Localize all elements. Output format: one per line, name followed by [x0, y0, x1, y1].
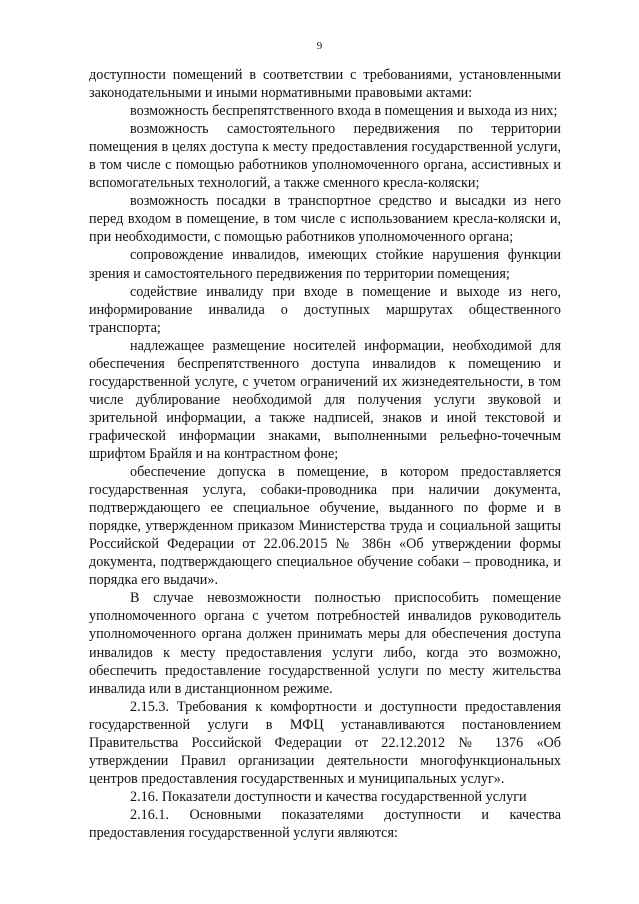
document-body: [89, 66, 561, 842]
body-paragraph: доступности помещений в соответствии с требованиями, установленными законодательными и иными нормативными правовыми актами:: [89, 67, 561, 102]
body-paragraph: возможность самостоятельного передвижения по территории помещения в целях доступа к месту предоставления государственной услуги, в том числе с помощью работников уполномоченного органа, ассистивных и вспомогательных технологий, а также сменного кресла-коляски;: [89, 121, 561, 192]
body-paragraph: содействие инвалиду при входе в помещение и выходе из него, информирование инвалида о доступных маршрутах общественного транспорта;: [89, 283, 561, 336]
body-paragraph: возможность посадки в транспортное средство и высадки из него перед входом в помещение, в том числе с использованием кресла-коляски и, при необходимости, с помощью работников уполномоченного органа;: [89, 193, 561, 246]
body-paragraph: 2.15.3. Требования к комфортности и доступности предоставления государственной услуги в МФЦ устанавливаются постановлением Правительства Российской Федерации от 22.12.2012 № 1376 «Об утверждении Правил организации деятельности многофункциональных центров предоставления государственных и муниципальных услуг».: [89, 698, 561, 787]
body-paragraph: 2.16. Показатели доступности и качества государственной услуги: [130, 788, 527, 805]
page-number: 9: [316, 40, 323, 52]
body-paragraph: В случае невозможности полностью приспособить помещение уполномоченного органа с учетом потребностей инвалидов руководитель уполномоченного органа должен принимать меры для обеспечения доступа инвалидов к месту предоставления услуги либо, когда это возможно, обеспечить предоставление государственной услуги по месту жительства инвалида или в дистанционном режиме.: [89, 590, 561, 697]
body-paragraph: надлежащее размещение носителей информации, необходимой для обеспечения беспрепятственного доступа инвалидов к помещению и государственной услуге, с учетом ограничений их жизнедеятельности, в том числе дублирование необходимой для получения услуги звуковой и зрительной информации, а также надписей, знаков и иной текстовой и графической информации знаками, выполненными рельефно-точечным шрифтом Брайля и на контрастном фоне;: [89, 337, 561, 462]
body-paragraph: сопровождение инвалидов, имеющих стойкие нарушения функции зрения и самостоятельного передвижения по территории помещения;: [89, 247, 561, 282]
body-paragraph: возможность беспрепятственного входа в помещения и выхода из них;: [130, 103, 558, 120]
body-paragraph: 2.16.1. Основными показателями доступности и качества предоставления государственной услуги являются:: [89, 806, 561, 841]
body-paragraph: обеспечение допуска в помещение, в котором предоставляется государственная услуга, собаки-проводника при наличии документа, подтверждающего ее специальное обучение, выданного по форме и в порядке, утвержденном приказом Министерства труда и социальной защиты Российской Федерации от 22.06.2015 № 386н «Об утверждении формы документа, подтверждающего специальное обучение собаки – проводника, и порядка его выдачи».: [89, 464, 561, 589]
